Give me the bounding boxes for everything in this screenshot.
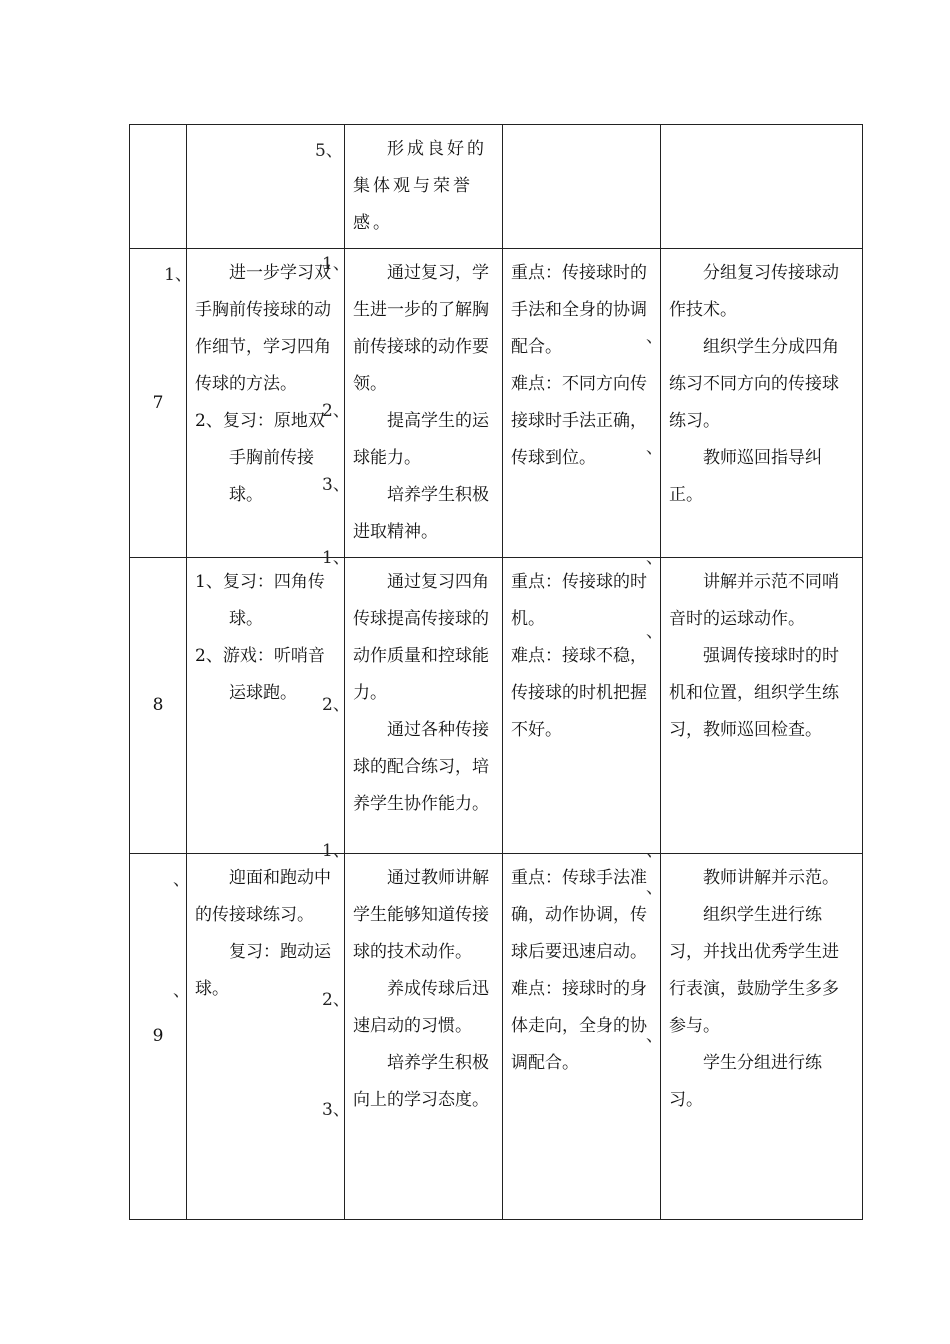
content-cell: [187, 854, 345, 1220]
goal-item: 培养学生积极向上的学习态度。: [353, 1053, 489, 1110]
goal-marker: 5、: [315, 141, 343, 161]
goals-cell: [345, 854, 503, 1220]
content-cell: [187, 558, 345, 854]
goal-item: 通过教师讲解学生能够知道传接球的技术动作。: [353, 868, 489, 962]
lesson-number-cell: [130, 558, 187, 854]
difficulty-point: 难点：不同方向传接球时手法正确，传球到位。: [511, 374, 647, 468]
content-item: 迎面和跑动中的传接球练习。: [195, 868, 331, 925]
key-points-cell: [503, 558, 661, 854]
key-points-cell: [503, 854, 661, 1220]
methods-cell: [661, 125, 863, 249]
goals-cell: [345, 558, 503, 854]
goal-item: 提高学生的运球能力。: [353, 411, 489, 468]
key-points-cell: [503, 125, 661, 249]
key-point-marker: 、: [646, 622, 663, 642]
lesson-number-cell: [130, 854, 190, 1220]
goals-cell: [345, 249, 503, 558]
method-item: 组织学生分成四角练习不同方向的传接球练习。: [669, 337, 839, 431]
content-item: 进一步学习双手胸前传接球的动作细节，学习四角传球的方法。: [195, 263, 331, 394]
method-item: 教师讲解并示范。: [703, 868, 839, 888]
goal-item: 培养学生积极进取精神。: [353, 485, 489, 542]
method-item: 教师巡回指导纠正。: [669, 448, 822, 505]
methods-cell: [661, 249, 863, 558]
key-point-marker: 、: [646, 1026, 663, 1046]
goal-marker: 2、: [322, 990, 350, 1010]
lesson-number-cell: [130, 125, 187, 249]
table-row: [130, 125, 863, 249]
lesson-number-cell: [130, 249, 192, 558]
key-point: 重点：传接球时的手法和全身的协调配合。: [511, 263, 647, 357]
goal-marker: 2、: [322, 695, 350, 715]
content-item: 复习：跑动运球。: [195, 942, 331, 999]
lesson-number: 8: [152, 695, 164, 715]
table-row: [130, 854, 863, 1220]
goal-text: 形成良好的集体观与荣誉感。: [353, 139, 487, 233]
item-marker: 、: [173, 981, 190, 1001]
method-item: 讲解并示范不同哨音时的运球动作。: [669, 572, 839, 629]
goal-item: 养成传球后迅速启动的习惯。: [353, 979, 489, 1036]
difficulty-point: 难点：接球时的身体走向，全身的协调配合。: [511, 979, 647, 1073]
goal-marker: 1、: [322, 841, 350, 861]
lesson-number: 7: [152, 392, 164, 413]
key-point-marker: 、: [646, 438, 663, 458]
table-row: [130, 249, 863, 558]
method-item: 分组复习传接球动作技术。: [669, 263, 839, 320]
methods-cell: [661, 558, 863, 854]
content-item: 2、复习：原地双手胸前传接球。: [195, 411, 325, 505]
content-item: 2、游戏：听哨音运球跑。: [195, 646, 325, 703]
method-item: 组织学生进行练习，并找出优秀学生进行表演，鼓励学生多多参与。: [669, 905, 839, 1036]
table-row: [130, 558, 863, 854]
goal-item: 通过复习四角传球提高传接球的动作质量和控球能力。: [353, 572, 489, 703]
goal-marker: 2、: [322, 401, 350, 421]
key-point-marker: 、: [646, 327, 663, 347]
key-point: 重点：传接球的时机。: [511, 572, 647, 629]
goal-marker: 3、: [322, 475, 350, 495]
key-point-marker: 、: [646, 841, 663, 861]
goal-marker: 3、: [322, 1100, 350, 1120]
lesson-number: 9: [152, 1026, 164, 1046]
key-point: 重点：传球手法准确，动作协调，传球后要迅速启动。: [511, 868, 647, 962]
methods-cell: [661, 854, 863, 1220]
difficulty-point: 难点：接球不稳，传接球的时机把握不好。: [511, 646, 647, 740]
lesson-plan-table: [129, 124, 863, 1220]
goal-item: 通过复习，学生进一步的了解胸前传接球的动作要领。: [353, 263, 489, 394]
goals-cell: [315, 125, 503, 249]
method-item: 强调传接球时的时机和位置，组织学生练习，教师巡回检查。: [669, 646, 839, 740]
item-marker: 、: [173, 870, 190, 890]
goal-marker: 1、: [322, 254, 350, 274]
key-points-cell: [503, 249, 661, 558]
content-item: 1、复习：四角传球。: [195, 572, 325, 629]
content-cell: [187, 249, 345, 558]
goal-item: 通过各种传接球的配合练习，培养学生协作能力。: [353, 720, 489, 814]
goal-marker: 1、: [322, 548, 350, 568]
key-point-marker: 、: [646, 878, 663, 898]
method-item: 学生分组进行练习。: [669, 1053, 822, 1110]
item-marker: 1、: [164, 265, 192, 285]
key-point-marker: 、: [646, 548, 663, 568]
